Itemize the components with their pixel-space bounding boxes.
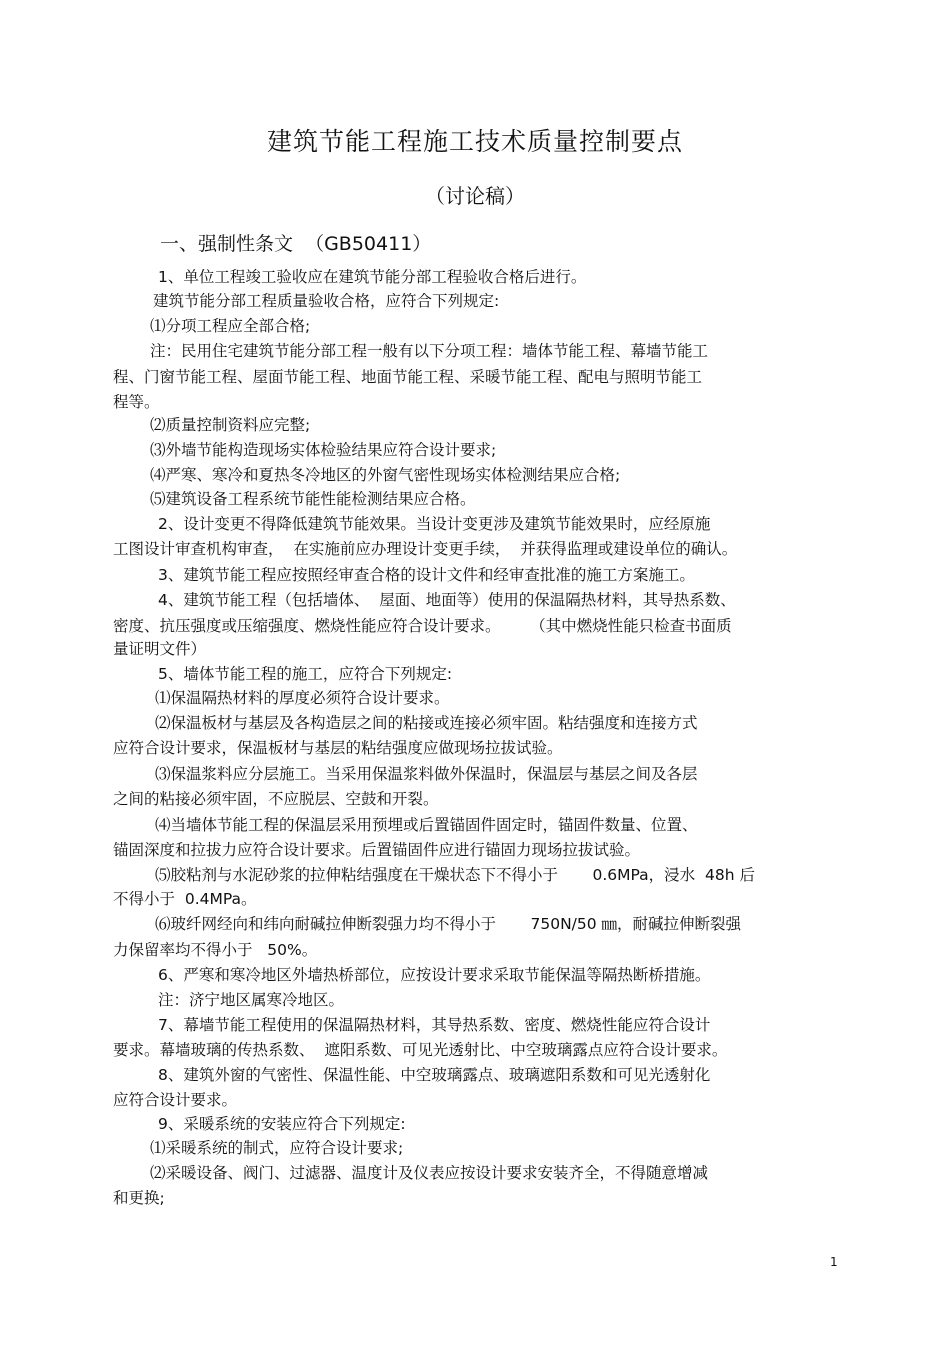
text-line: 力保留率均不得小于 50%。: [113, 941, 318, 959]
text-line: 6、严寒和寒冷地区外墙热桥部位，应按设计要求采取节能保温等隔热断桥措施。: [158, 966, 711, 984]
text-line: 注：济宁地区属寒冷地区。: [158, 991, 345, 1009]
document-subtitle: （讨论稿）: [425, 184, 525, 208]
page-number: 1: [830, 1255, 838, 1269]
text-line: 5、墙体节能工程的施工，应符合下列规定:: [158, 665, 453, 683]
text-line: 8、建筑外窗的气密性、保温性能、中空玻璃露点、玻璃遮阳系数和可见光透射化: [158, 1066, 711, 1084]
text-line: 2、设计变更不得降低建筑节能效果。当设计变更涉及建筑节能效果时，应经原施: [158, 515, 711, 533]
text-line: 9、采暖系统的安装应符合下列规定:: [158, 1115, 406, 1133]
text-line: 3、建筑节能工程应按照经审查合格的设计文件和经审查批准的施工方案施工。: [158, 566, 695, 584]
text-line: 量证明文件）: [113, 640, 207, 658]
text-line: 应符合设计要求，保温板材与基层的粘结强度应做现场拉拔试验。: [113, 739, 563, 757]
text-line: 不得小于 0.4MPa。: [113, 890, 257, 908]
text-line: ⑹玻纤网经向和纬向耐碱拉伸断裂强力均不得小于 750N/50 ㎜，耐碱拉伸断裂强: [155, 915, 742, 933]
text-line: ⑷当墙体节能工程的保温层采用预埋或后置锚固件固定时，锚固件数量、位置、: [155, 816, 698, 834]
text-line: 建筑节能分部工程质量验收合格，应符合下列规定:: [153, 292, 500, 310]
text-line: 锚固深度和拉拔力应符合设计要求。后置锚固件应进行锚固力现场拉拔试验。: [113, 841, 641, 859]
document-title: 建筑节能工程施工技术质量控制要点: [266, 127, 683, 156]
text-line: 7、幕墙节能工程使用的保温隔热材料，其导热系数、密度、燃烧性能应符合设计: [158, 1016, 711, 1034]
text-line: 1、单位工程竣工验收应在建筑节能分部工程验收合格后进行。: [158, 268, 587, 286]
text-line: 应符合设计要求。: [113, 1091, 238, 1109]
text-line: ⑵质量控制资料应完整;: [150, 416, 311, 434]
text-line: 4、建筑节能工程（包括墙体、 屋面、地面等）使用的保温隔热材料，其导热系数、: [158, 591, 736, 609]
text-line: ⑶保温浆料应分层施工。当采用保温浆料做外保温时，保温层与基层之间及各层: [155, 765, 698, 783]
text-line: 密度、抗压强度或压缩强度、燃烧性能应符合设计要求。 （其中燃烧性能只检查书面质: [113, 617, 732, 635]
text-line: ⑸建筑设备工程系统节能性能检测结果应合格。: [150, 490, 476, 508]
text-line: ⑶外墙节能构造现场实体检验结果应符合设计要求;: [150, 441, 497, 459]
text-line: ⑵采暖设备、阀门、过滤器、温度计及仪表应按设计要求安装齐全，不得随意增减: [150, 1164, 709, 1182]
text-line: 程等。: [113, 393, 160, 411]
section-heading: 一、强制性条文 （GB50411）: [160, 233, 432, 255]
text-line: ⑷严寒、寒冷和夏热冬冷地区的外窗气密性现场实体检测结果应合格;: [150, 466, 621, 484]
text-line: 程、门窗节能工程、屋面节能工程、地面节能工程、采暖节能工程、配电与照明节能工: [113, 368, 703, 386]
text-line: ⑴采暖系统的制式，应符合设计要求;: [150, 1139, 404, 1157]
text-line: 工图设计审查机构审查， 在实施前应办理设计变更手续， 并获得监理或建设单位的确认。: [113, 540, 738, 558]
text-line: 和更换;: [113, 1189, 165, 1207]
text-line: 注：民用住宅建筑节能分部工程一般有以下分项工程：墙体节能工程、幕墙节能工: [150, 342, 709, 360]
text-line: ⑴保温隔热材料的厚度必须符合设计要求。: [155, 689, 450, 707]
text-line: ⑵保温板材与基层及各构造层之间的粘接或连接必须牢固。粘结强度和连接方式: [155, 714, 698, 732]
text-line: ⑸胶粘剂与水泥砂浆的拉伸粘结强度在干燥状态下不得小于 0.6MPa，浸水 48h 后: [155, 866, 755, 884]
text-line: 之间的粘接必须牢固，不应脱层、空鼓和开裂。: [113, 790, 439, 808]
text-line: ⑴分项工程应全部合格;: [150, 317, 311, 335]
text-line: 要求。幕墙玻璃的传热系数、 遮阳系数、可见光透射比、中空玻璃露点应符合设计要求。: [113, 1041, 728, 1059]
